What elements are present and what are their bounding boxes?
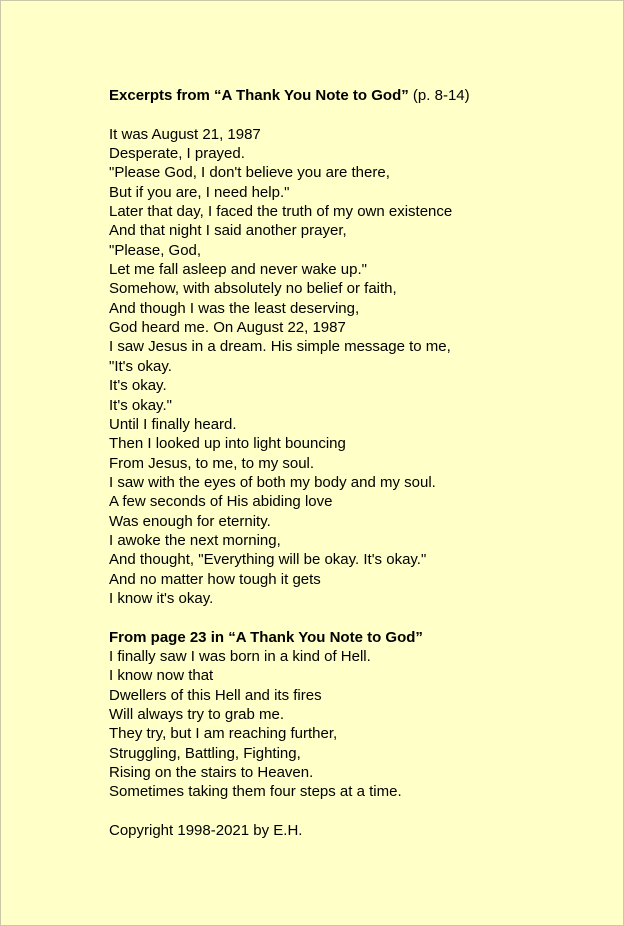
poem-line: God heard me. On August 22, 1987 (109, 319, 346, 337)
poem-line: And no matter how tough it gets (109, 570, 321, 588)
poem-line: Then I looked up into light bouncing (109, 435, 346, 453)
spacer (109, 802, 589, 821)
poem-line: I saw Jesus in a dream. His simple message to me, (109, 338, 451, 356)
poem-line: "Please God, I don't believe you are there, (109, 164, 390, 182)
poem-line: Will always try to grab me. (109, 706, 285, 723)
poem-line: Somehow, with absolutely no belief or faith, (109, 280, 397, 298)
section2-body (109, 647, 589, 802)
spacer (109, 105, 589, 124)
poem-line: I finally saw I was born in a kind of Hell. (109, 647, 371, 665)
poem-line: Was enough for eternity. (109, 512, 271, 530)
poem-line: Until I finally heard. (109, 415, 237, 433)
section1-body (109, 125, 589, 609)
poem-line: And though I was the least deserving, (109, 299, 360, 317)
poem-line: "It's okay. (109, 357, 172, 375)
poem-line: It was August 21, 1987 (109, 125, 261, 143)
poem-line: It's okay. (109, 377, 167, 395)
poem-line: I know it's okay. (109, 589, 214, 607)
poem-line: Let me fall asleep and never wake up." (109, 261, 367, 279)
section2-title: From page 23 in “A Thank You Note to God” (109, 628, 423, 646)
section1-title: Excerpts from “A Thank You Note to God” (109, 87, 409, 104)
poem-line: Dwellers of this Hell and its fires (109, 686, 322, 704)
poem-line: A few seconds of His abiding love (109, 493, 333, 511)
section1-heading (109, 86, 589, 105)
poem-line: And thought, "Everything will be okay. It's okay." (109, 551, 427, 569)
poem-line: "Please, God, (109, 241, 202, 259)
poem-line: Struggling, Battling, Fighting, (109, 744, 301, 762)
poem-line: I know now that (109, 667, 214, 685)
copyright-notice: Copyright 1998-2021 by E.H. (109, 822, 303, 840)
poem-line: From Jesus, to me, to my soul. (109, 454, 315, 472)
poem-line: Later that day, I faced the truth of my own existence (109, 203, 453, 221)
poem-line: And that night I said another prayer, (109, 222, 347, 240)
poem-line: But if you are, I need help." (109, 183, 290, 201)
poem-line: Sometimes taking them four steps at a time. (109, 783, 402, 801)
poem-line: Desperate, I prayed. (109, 145, 245, 163)
spacer (109, 608, 589, 627)
poem-document (109, 86, 589, 840)
poem-line: It's okay." (109, 396, 172, 414)
poem-line: I saw with the eyes of both my body and my soul. (109, 473, 436, 491)
poem-line: Rising on the stairs to Heaven. (109, 764, 314, 782)
poem-line: I awoke the next morning, (109, 531, 281, 549)
section1-page-range: (p. 8-14) (408, 87, 470, 104)
poem-line: They try, but I am reaching further, (109, 725, 338, 743)
